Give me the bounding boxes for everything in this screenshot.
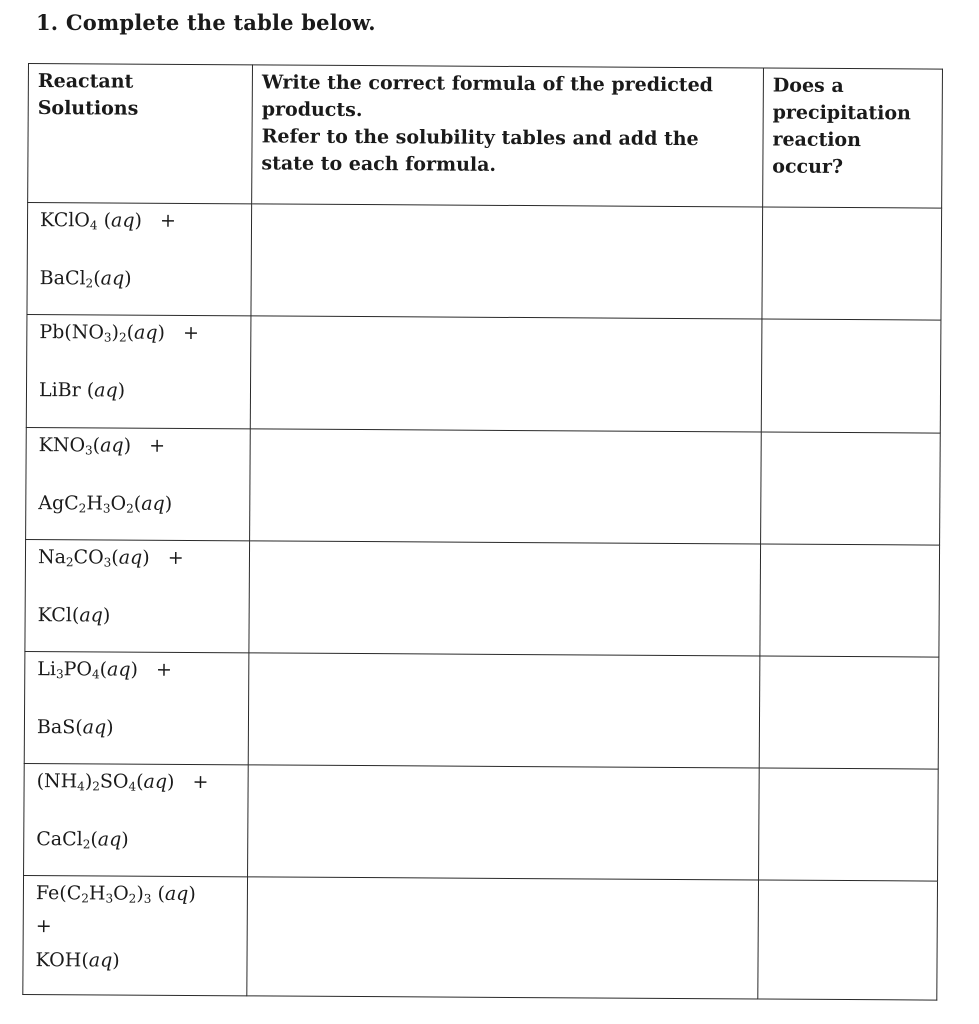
reactant-a: $KNO_3(aq)$ + (38, 433, 166, 457)
reactant-cell (27, 203, 252, 316)
reactant-cell (24, 763, 249, 876)
header-products-line: Refer to the solubility tables and add the (261, 125, 699, 151)
header-reactants-line: Reactant (37, 70, 134, 93)
reactant-a: $Li_3PO_4(aq)$ + (37, 657, 173, 682)
header-precipitation-line: occur? (772, 155, 844, 178)
table-row (26, 427, 941, 545)
precipitation-cell[interactable] (762, 207, 942, 320)
precipitation-cell[interactable] (759, 656, 939, 769)
reactant-b: BaCl$_2$(aq) (39, 267, 132, 291)
products-cell[interactable] (247, 877, 759, 999)
products-cell[interactable] (248, 765, 760, 880)
header-precipitation-line: precipitation (772, 101, 911, 125)
reactant-plus: + (35, 914, 52, 937)
table-row (23, 875, 938, 1000)
table-row (25, 539, 940, 657)
products-cell[interactable] (251, 204, 763, 319)
precipitation-cell[interactable] (758, 880, 938, 1000)
header-precipitation (763, 68, 943, 208)
reactant-cell (23, 875, 248, 996)
header-precipitation-line: reaction (772, 128, 862, 152)
reactant-cell (25, 539, 250, 652)
reactant-a: $Na_2CO_3(aq)$ + (37, 545, 184, 570)
reactant-a: $(NH_4)_2SO_4(aq)$ + (36, 769, 209, 794)
reactant-b: CaCl$_2$(aq) (36, 827, 129, 852)
precipitation-cell[interactable] (761, 431, 941, 544)
question-title: 1. Complete the table below. (36, 10, 376, 35)
table-row (27, 203, 942, 321)
reactant-b: $AgC_2H_3O_2(aq)$ (38, 491, 173, 516)
header-products-line: products. (261, 98, 363, 122)
reactant-cell (26, 427, 251, 540)
reactant-a: $Pb(NO_3)_2(aq)$ + (39, 321, 200, 346)
table-row (24, 763, 939, 881)
reactant-b: KOH(aq) (35, 948, 120, 972)
header-reactants-line: Solutions (37, 97, 139, 120)
reactant-b: BaS(aq) (36, 715, 114, 739)
table-row (26, 315, 941, 433)
reactant-b: LiBr (aq) (38, 379, 126, 403)
reaction-table-wrapper (22, 63, 943, 1001)
precipitation-cell[interactable] (758, 768, 938, 881)
header-row (28, 64, 943, 209)
products-cell[interactable] (249, 540, 761, 655)
header-precipitation-line: Does a (772, 74, 844, 97)
products-cell[interactable] (250, 316, 762, 431)
products-cell[interactable] (248, 653, 760, 768)
header-reactants (28, 64, 253, 205)
reactant-a: $Fe(C_2H_3O_2)_3$ (aq) (35, 881, 196, 906)
products-cell[interactable] (250, 428, 762, 543)
header-products (252, 65, 764, 207)
header-products-line: state to each formula. (261, 152, 497, 176)
reactant-cell (26, 315, 251, 428)
reaction-table (22, 63, 943, 1001)
reactant-a: KClO$_4$ (aq) + (39, 209, 176, 233)
precipitation-cell[interactable] (760, 544, 940, 657)
reactant-b: KCl(aq) (37, 603, 111, 627)
reactant-cell (24, 651, 249, 764)
precipitation-cell[interactable] (761, 319, 941, 432)
header-products-line: Write the correct formula of the predicted (261, 71, 714, 97)
table-row (24, 651, 939, 769)
